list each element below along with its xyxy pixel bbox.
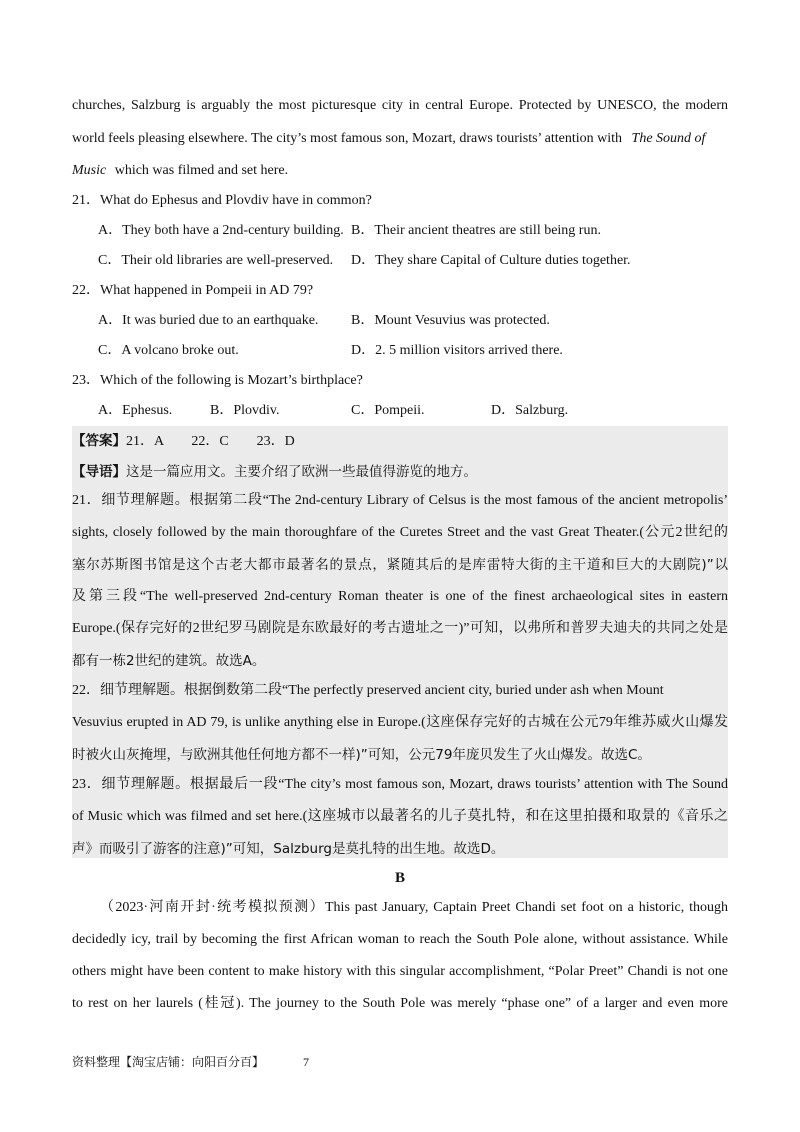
option-d: D．They share Capital of Culture duties together. [351,253,631,268]
explanation-line: 声》而吸引了游客的注意)”可知，Salzburg是莫扎特的出生地。故选D。 [72,841,505,857]
passage-line [72,129,728,149]
passage-line: others might have been content to make history with this singular accomplishment, “Polar Preet” Chandi is not one [72,964,728,979]
explanation-line: Europe.(保存完好的2世纪罗马剧院是东欧最好的考古遗址之一)”可知，以弗所和普罗夫迪夫的共同之处是 [72,621,728,636]
explanation-line: sights, closely followed by the main thoroughfare of the Curetes Street and the vast Great Theater.(公元2世纪的 [72,525,728,540]
question-stem: 22．What happened in Pompeii in AD 79? [72,283,314,298]
answer-label: 【答案】 [72,433,126,449]
option-d: D．2. 5 million visitors arrived there. [351,343,563,358]
option-c: C．Pompeii. [351,403,425,418]
option-a: A．It was buried due to an earthquake. [98,313,319,328]
explanation-line: 时被火山灰掩埋，与欧洲其他任何地方都不一样)”可知，公元79年庞贝发生了火山爆发。故选C。 [72,747,651,763]
explanation-line: 塞尔苏斯图书馆是这个古老大都市最著名的景点，紧随其后的是库雷特大街的主干道和巨大的大剧院)”以 [72,557,728,573]
explanation-line: 及第三段“The well-preserved 2nd-century Roman theater is one of the finest archaeological sites in eastern [72,589,728,604]
option-b: B．Their ancient theatres are still being run. [351,223,601,238]
option-d: D．Salzburg. [491,403,569,418]
option-a: A．Ephesus. [98,403,173,418]
film-title: Music [72,163,107,178]
explanation-line: 都有一栋2世纪的建筑。故选A。 [72,653,266,669]
explanation-line: 21．细节理解题。根据第二段“The 2nd-century Library of Celsus is the most famous of the ancient metropolis’ [72,493,728,508]
question-stem: 21．What do Ephesus and Plovdiv have in common? [72,193,372,208]
page-number: 7 [303,1055,309,1069]
option-c: C．Their old libraries are well-preserved. [98,253,334,268]
passage-line: churches, Salzburg is arguably the most picturesque city in central Europe. Protected by UNESCO, the modern [72,98,728,113]
footer-source: 资料整理【淘宝店铺：向阳百分百】 [72,1055,265,1069]
option-c: C．A volcano broke out. [98,343,239,358]
guide-label: 【导语】 [72,464,126,480]
passage-text: which was filmed and set here. [114,163,289,178]
passage-text: world feels pleasing elsewhere. The city’s most famous son, Mozart, draws tourists’ attention with [72,131,623,146]
passage-line: （2023·河南开封·统考模拟预测）This past January, Captain Preet Chandi set foot on a historic, though [100,900,728,915]
answer-values: 21．A 22．C 23．D [126,434,295,449]
explanation-line: 22．细节理解题。根据倒数第二段“The perfectly preserved ancient city, buried under ash when Mount [72,683,664,698]
option-a: A．They both have a 2nd-century building. [98,223,344,238]
guide-text: 这是一篇应用文。主要介绍了欧洲一些最值得游览的地方。 [126,464,477,480]
guide [72,462,728,483]
explanation-line: Vesuvius erupted in AD 79, is unlike anything else in Europe.(这座保存完好的古城在公元79年维苏威火山爆发 [72,715,728,730]
page-footer [72,1053,309,1071]
passage-line [72,161,728,181]
option-b: B．Mount Vesuvius was protected. [351,313,550,328]
answer-key [72,431,728,452]
passage-line: decidedly icy, trail by becoming the first African woman to reach the South Pole alone, without assistance. While [72,932,728,947]
explanation-line: of Music which was filmed and set here.(这座城市以最著名的儿子莫扎特，和在这里拍摄和取景的《音乐之 [72,809,728,824]
question-stem: 23．Which of the following is Mozart’s birthplace? [72,373,363,388]
section-heading: B [394,870,405,886]
passage-line: to rest on her laurels (桂冠). The journey to the South Pole was merely “phase one” of a larger and even more [72,996,728,1011]
film-title: The Sound of [631,131,706,146]
option-b: B．Plovdiv. [210,403,280,418]
explanation-line: 23．细节理解题。根据最后一段“The city’s most famous son, Mozart, draws tourists’ attention with The Sound [72,777,728,792]
